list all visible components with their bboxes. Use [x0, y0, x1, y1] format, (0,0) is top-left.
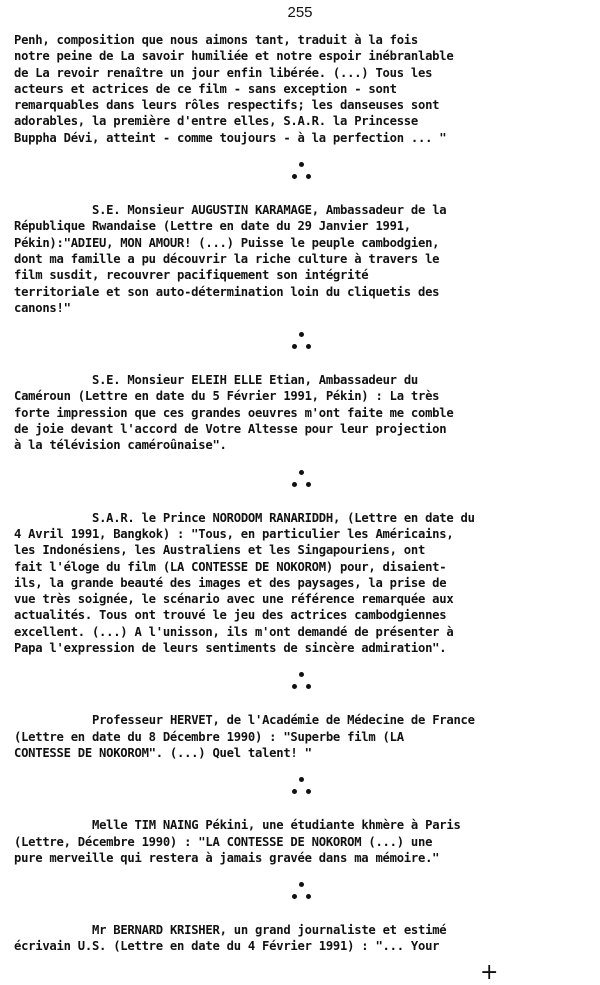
- text-line: forte impression que ces grandes oeuvres m'ont faite me comble: [14, 405, 454, 420]
- text-line: Melle TIM NAING Pékini, une étudiante khmère à Paris: [92, 818, 461, 833]
- asterism-separator: [14, 468, 590, 494]
- asterism-separator: [14, 880, 590, 906]
- text-line: Penh, composition que nous aimons tant, traduit à la fois: [14, 33, 418, 47]
- text-line: S.A.R. le Prince NORODOM RANARIDDH, (Lettre en date du: [92, 510, 475, 525]
- page-number: 255: [287, 4, 313, 21]
- text-line: de La revoir renaître un jour enfin libérée. (...) Tous les: [14, 65, 433, 80]
- handwritten-mark: +: [480, 960, 499, 985]
- page-text: [14, 32, 590, 955]
- text-line: acteurs et actrices de ce film - sans exception - sont: [14, 81, 397, 96]
- text-line: dont ma famille a pu découvrir la riche culture à travers le: [14, 251, 440, 266]
- text-line: République Rwandaise (Lettre en date du 29 Janvier 1991,: [14, 219, 411, 234]
- paragraph-7: [14, 922, 590, 955]
- text-line: ils, la grande beauté des images et des paysages, la prise de: [14, 575, 447, 590]
- text-line: les Indonésiens, les Australiens et les Singapouriens, ont: [14, 543, 426, 558]
- text-line: (Lettre, Décembre 1990) : "LA CONTESSE DE NOKOROM (...) une: [14, 834, 433, 849]
- text-line: actualités. Tous ont trouvé le jeu des actrices cambodgiennes: [14, 608, 447, 623]
- paragraph-2: [14, 202, 590, 316]
- asterism-separator: [14, 160, 590, 186]
- text-line: vue très soignée, le scénario avec une référence remarquée aux: [14, 592, 454, 607]
- text-line: film susdit, recouvrer pacifiquement son intégrité: [14, 268, 369, 283]
- text-line: excellent. (...) A l'unisson, ils m'ont demandé de présenter à: [14, 624, 454, 639]
- text-line: Professeur HERVET, de l'Académie de Médecine de France: [92, 713, 475, 728]
- text-line: canons!": [14, 300, 71, 315]
- text-line: Caméroun (Lettre en date du 5 Février 1991, Pékin) : La très: [14, 389, 440, 404]
- text-line: Pékin):"ADIEU, MON AMOUR! (...) Puisse le peuple cambodgien,: [14, 235, 440, 250]
- text-line: Mr BERNARD KRISHER, un grand journaliste et estimé: [92, 923, 447, 938]
- paragraph-1: [14, 32, 590, 146]
- asterism-separator: [14, 330, 590, 356]
- text-line: à la télévision caméroûnaise".: [14, 438, 227, 453]
- text-line: adorables, la première d'entre elles, S.A.R. la Princesse: [14, 114, 418, 129]
- text-line: écrivain U.S. (Lettre en date du 4 Février 1991) : "... Your: [14, 939, 440, 954]
- text-line: remarquables dans leurs rôles respectifs; les danseuses sont: [14, 98, 440, 113]
- paragraph-3: [14, 372, 590, 453]
- text-line: Buppha Dévi, atteint - comme toujours - à la perfection ... ": [14, 130, 447, 145]
- paragraph-4: [14, 510, 590, 657]
- paragraph-5: [14, 712, 590, 761]
- text-line: fait l'éloge du film (LA CONTESSE DE NOKOROM) pour, disaient-: [14, 559, 447, 574]
- text-line: pure merveille qui restera à jamais gravée dans ma mémoire.": [14, 850, 440, 865]
- text-line: S.E. Monsieur AUGUSTIN KARAMAGE, Ambassadeur de la: [92, 203, 447, 218]
- text-line: Papa l'expression de leurs sentiments de sincère admiration".: [14, 641, 447, 656]
- paragraph-6: [14, 817, 590, 866]
- text-line: (Lettre en date du 8 Décembre 1990) : "Superbe film (LA: [14, 729, 404, 744]
- asterism-separator: [14, 670, 590, 696]
- text-line: notre peine de La savoir humiliée et notre espoir inébranlable: [14, 49, 454, 64]
- text-line: CONTESSE DE NOKOROM". (...) Quel talent! ": [14, 745, 312, 760]
- text-line: territoriale et son auto-détermination loin du cliquetis des: [14, 284, 440, 299]
- text-line: S.E. Monsieur ELEIH ELLE Etian, Ambassadeur du: [92, 373, 419, 388]
- text-line: de joie devant l'accord de Votre Altesse pour leur projection: [14, 422, 447, 437]
- text-line: 4 Avril 1991, Bangkok) : "Tous, en particulier les Américains,: [14, 526, 454, 541]
- asterism-separator: [14, 775, 590, 801]
